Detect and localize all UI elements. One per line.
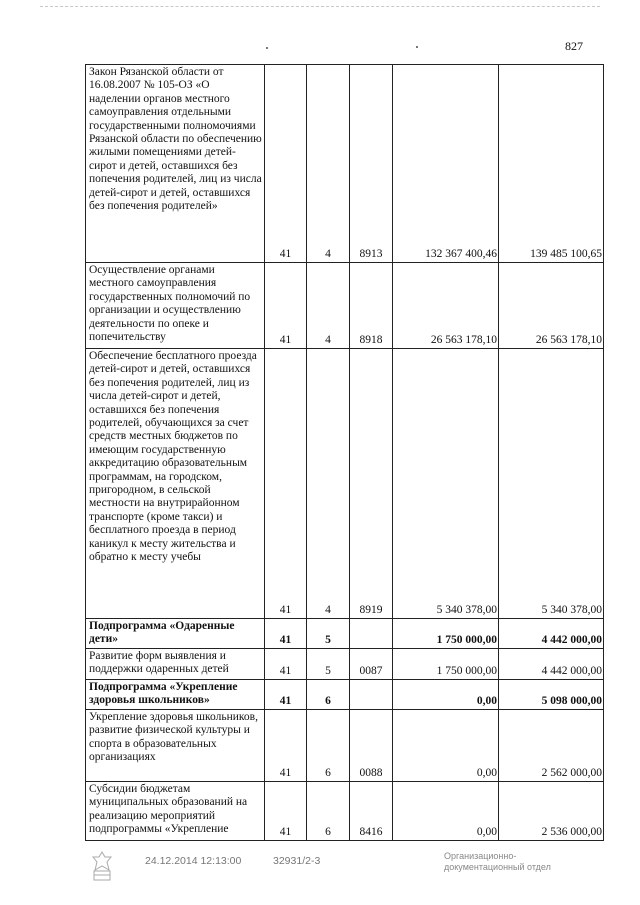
row-col3: 8918 xyxy=(350,263,393,349)
row-col2: 6 xyxy=(307,710,350,782)
row-sum1: 1 750 000,00 xyxy=(393,649,499,680)
row-col1: 41 xyxy=(265,619,307,649)
row-col2: 6 xyxy=(307,782,350,841)
row-col3: 8919 xyxy=(350,349,393,619)
row-sum1: 0,00 xyxy=(393,782,499,841)
row-sum2: 4 442 000,00 xyxy=(499,649,604,680)
row-name: Осуществление органами местного самоуправления государственных полномочий по организации и осуществлению деятельности по опеке и попечительству xyxy=(86,263,265,349)
row-sum2: 2 562 000,00 xyxy=(499,710,604,782)
budget-table xyxy=(85,64,604,841)
row-sum2: 5 340 378,00 xyxy=(499,349,604,619)
row-sum1: 132 367 400,46 xyxy=(393,65,499,263)
row-sum1: 0,00 xyxy=(393,680,499,710)
row-col1: 41 xyxy=(265,710,307,782)
row-col2: 6 xyxy=(307,680,350,710)
row-sum1: 5 340 378,00 xyxy=(393,349,499,619)
row-col3 xyxy=(350,619,393,649)
row-col2: 4 xyxy=(307,263,350,349)
row-name: Закон Рязанской области от 16.08.2007 № 105-ОЗ «О наделении органов местного самоуправления отдельными государственными полномочиями Рязанской области по обеспечению жилыми помещениями детей-сирот и детей, оставшихся без попечения родителей, лиц из числа детей-сирот и детей, оставшихся без попечения родителей» xyxy=(86,65,265,263)
table-row xyxy=(86,619,604,649)
table-row xyxy=(86,263,604,349)
table-row xyxy=(86,65,604,263)
table-row xyxy=(86,680,604,710)
table-row xyxy=(86,782,604,841)
table-row xyxy=(86,710,604,782)
row-name: Подпрограмма «Укрепление здоровья школьников» xyxy=(86,680,265,710)
row-sum2: 5 098 000,00 xyxy=(499,680,604,710)
table-row xyxy=(86,349,604,619)
row-sum2: 4 442 000,00 xyxy=(499,619,604,649)
row-col3: 0087 xyxy=(350,649,393,680)
row-sum2: 26 563 178,10 xyxy=(499,263,604,349)
row-sum1: 1 750 000,00 xyxy=(393,619,499,649)
row-col2: 5 xyxy=(307,619,350,649)
row-col2: 5 xyxy=(307,649,350,680)
row-col2: 4 xyxy=(307,349,350,619)
row-col1: 41 xyxy=(265,649,307,680)
row-col1: 41 xyxy=(265,782,307,841)
footer-timestamp: 24.12.2014 12:13:00 xyxy=(145,855,242,867)
row-sum1: 26 563 178,10 xyxy=(393,263,499,349)
scan-edge-marks xyxy=(40,6,600,8)
row-col1: 41 xyxy=(265,65,307,263)
page-number: 827 xyxy=(565,39,583,53)
row-col2: 4 xyxy=(307,65,350,263)
footer-document-code: 32931/2-3 xyxy=(273,855,321,867)
row-name: Субсидии бюджетам муниципальных образований на реализацию мероприятий подпрограммы «Укрепление xyxy=(86,782,265,841)
row-col3: 8416 xyxy=(350,782,393,841)
row-col1: 41 xyxy=(265,680,307,710)
row-name: Укрепление здоровья школьников, развитие физической культуры и спорта в образовательных организациях xyxy=(86,710,265,782)
row-col3: 8913 xyxy=(350,65,393,263)
row-name: Обеспечение бесплатного проезда детей-сирот и детей, оставшихся без попечения родителей, лиц из числа детей-сирот и детей, оставшихся без попечения родителей, обучающихся за счет средств местных бюджетов по имеющим государственную аккредитацию образовательным программам, на городском, пригородном, в сельской местности на внутрирайонном транспорте (кроме такси) и бесплатного проезда в период каникул к месту жительства и обратно к месту учебы xyxy=(86,349,265,619)
row-col1: 41 xyxy=(265,349,307,619)
table-row xyxy=(86,649,604,680)
row-sum2: 139 485 100,65 xyxy=(499,65,604,263)
row-col1: 41 xyxy=(265,263,307,349)
row-col3 xyxy=(350,680,393,710)
budget-table-body xyxy=(86,65,604,841)
footer-organization: Организационно-документационный отдел xyxy=(444,851,551,872)
row-sum2: 2 536 000,00 xyxy=(499,782,604,841)
scan-speck xyxy=(266,47,268,49)
coat-of-arms-icon xyxy=(88,850,116,882)
scan-speck xyxy=(416,46,418,48)
row-col3: 0088 xyxy=(350,710,393,782)
row-name: Развитие форм выявления и поддержки одаренных детей xyxy=(86,649,265,680)
row-sum1: 0,00 xyxy=(393,710,499,782)
row-name: Подпрограмма «Одаренные дети» xyxy=(86,619,265,649)
